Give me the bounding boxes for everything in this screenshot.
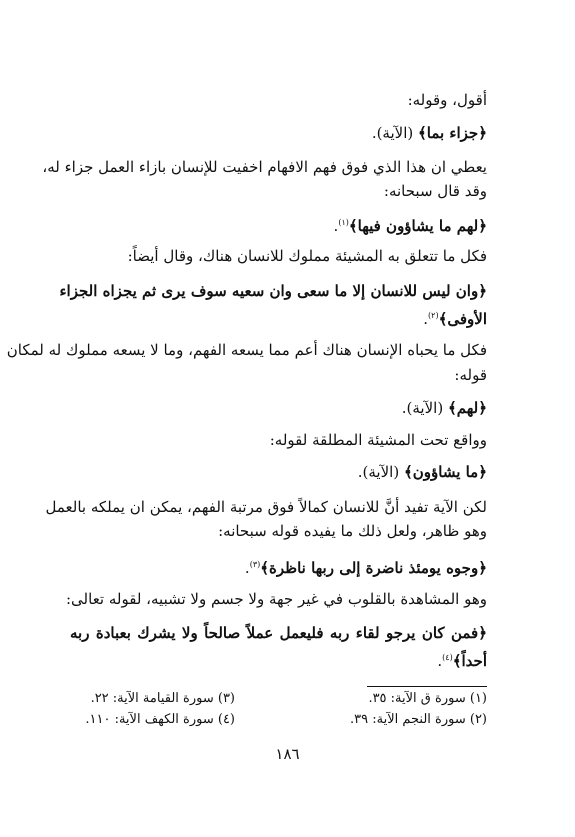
text: قوله: (454, 366, 487, 384)
quran-quote: ﴿وجوه يومئذ ناضرة إلى ربها ناظرة﴾ (260, 559, 487, 577)
text: فكل ما تتعلق به المشيئة مملوك للانسان هناك، وقال أيضاً: (127, 247, 487, 265)
body-line-8 (70, 306, 487, 329)
body-line-7 (59, 281, 487, 301)
text: (الآية). (371, 124, 418, 142)
body-line-18 (70, 623, 487, 643)
footnote-marker: (٣) (249, 560, 261, 569)
body-line-19 (70, 648, 487, 671)
footnote-2: (٢) سورة النجم الآية: ٣٩. (349, 712, 487, 727)
text: (الآية). (357, 463, 404, 481)
text: وهو ظاهر، ولعل ذلك ما يفيده قوله سبحانه: (218, 522, 487, 540)
body-line-12 (70, 430, 487, 450)
quran-quote: ﴿جزاء بما﴾ (418, 124, 487, 142)
body-line-16 (70, 555, 487, 578)
text: فكل ما يحباه الإنسان هناك أعم مما يسعه الفهم، وما لا يسعه مملوك له لمكان (6, 341, 487, 359)
footnote-marker: (٤) (442, 653, 453, 662)
body-line-11 (70, 398, 487, 418)
text: . (437, 652, 443, 670)
body-line-9 (6, 340, 487, 360)
text: . (333, 217, 339, 235)
text: وهو المشاهدة بالقلوب في غير جهة ولا جسم ولا تشبيه، لقوله تعالى: (66, 590, 487, 608)
body-line-10 (70, 365, 487, 385)
body-line-17 (66, 589, 487, 609)
body-line-5 (70, 213, 487, 236)
quran-quote: ﴿ما يشاؤون﴾ (403, 463, 487, 481)
quran-quote: ﴿فمن كان يرجو لقاء ربه فليعمل عملاً صالحاً ولا يشرك بعبادة ربه (70, 624, 487, 642)
body-line-2 (70, 123, 487, 143)
text: أقول، وقوله: (407, 91, 487, 109)
quran-quote: الأوفى﴾ (438, 310, 487, 328)
text: . (423, 310, 429, 328)
text: لكن الآية تفيد أنَّ للانسان كمالاً فوق مرتبة الفهم، يمكن ان يملكه بالعمل (45, 498, 487, 516)
quran-quote: أحداً﴾ (452, 652, 487, 670)
quran-quote: ﴿لهم ما يشاؤون فيها﴾ (348, 217, 487, 235)
text: وواقع تحت المشيئة المطلقة لقوله: (269, 431, 487, 449)
body-line-13 (70, 462, 487, 482)
body-line-14 (45, 497, 487, 517)
body-line-3 (42, 157, 487, 177)
footnote-marker: (١) (338, 218, 349, 227)
body-line-6 (70, 246, 487, 266)
footnote-marker: (٢) (428, 311, 439, 320)
page-number: ١٨٦ (275, 745, 300, 763)
body-line-4 (70, 181, 487, 201)
body-line-1 (70, 90, 487, 110)
footnote-4: (٤) سورة الكهف الآية: ١١٠. (85, 712, 235, 727)
quran-quote: ﴿وان ليس للانسان إلا ما سعى وان سعيه سوف يرى ثم يجزاه الجزاء (59, 282, 487, 300)
body-line-15 (70, 521, 487, 541)
text: وقد قال سبحانه: (383, 182, 487, 200)
footnote-1: (١) سورة ق الآية: ٣٥. (368, 691, 487, 706)
text: يعطي ان هذا الذي فوق فهم الافهام اخفيت للإنسان بازاء العمل جزاء له، (42, 158, 487, 176)
footnote-3: (٣) سورة القيامة الآية: ٢٢. (90, 691, 235, 706)
text: . (244, 559, 250, 577)
footnote-separator (367, 686, 487, 687)
text: (الآية). (401, 399, 448, 417)
quran-quote: ﴿لهم﴾ (447, 399, 487, 417)
